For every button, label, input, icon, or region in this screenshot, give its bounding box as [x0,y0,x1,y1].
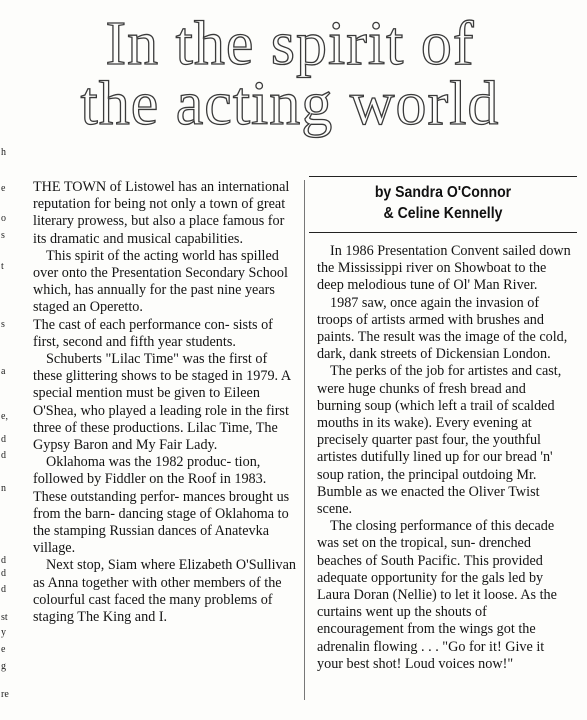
paragraph: Schuberts "Lilac Time" was the first of these glittering shows to be staged in 1979. A special mention must be given to Eileen O'Shea, who played a leading role in the first three of these productions. Lilac Time, The Gypsy Baron and My Fair Lady. [33,351,291,454]
edge-letter: s [1,230,5,241]
edge-letter: o [1,213,6,224]
edge-letter: d [1,584,6,595]
column-divider [304,180,305,700]
paragraph: The closing performance of this decade was set on the tropical, sun- drenched beaches of South Pacific. This provided adequate opportunity for the gals led by Laura Doran (Nellie) to let it loose. As the curtains went up the shouts of encouragement from the wings got the adrenalin flowing . . . "Go for it! Give it your best shot! Loud voices now!" [317,518,557,672]
edge-letter: e [1,644,6,655]
article-headline [70,10,510,138]
paragraph: Next stop, Siam where Elizabeth O'Sullivan as Anna together with other members of the colourful cast faced the many problems of staging The King and I. [33,557,296,626]
paragraph: In 1986 Presentation Convent sailed down the Mississippi river on Showboat to the deep melodious tune of Ol' Man River. [317,243,571,294]
edge-letter: a [1,366,6,377]
paragraph: This spirit of the acting world has spilled over onto the Presentation Secondary School which, has annually for the past nine years staged an Operetto. [33,247,288,316]
byline-bottom-rule [309,232,577,233]
headline-line-2: the acting world [80,70,500,138]
paragraph: The cast of each performance con- sists of first, second and fifth year students. [33,316,273,350]
edge-letter: st [1,612,8,623]
edge-letter: e, [1,411,8,422]
edge-letter: e [1,183,6,194]
byline-author-1: by Sandra O'Connor [374,184,512,201]
edge-letter: h [1,147,6,158]
edge-letter: d [1,450,6,461]
edge-letter: re [1,689,9,700]
paragraph: 1987 saw, once again the invasion of troops of artists armed with brushes and paints. The result was the image of the cold, dark, dank streets of Dickensian London. [317,294,568,363]
headline-line-1: In the spirit of [105,10,475,78]
edge-letter: n [1,483,6,494]
byline-top-rule [309,176,577,177]
edge-letter: y [1,627,6,638]
paragraph: THE TOWN of Listowel has an international reputation for being not only a town of great literary prowess, but also a place famous for its dramatic and musical capabilities. [33,179,290,247]
paragraph: Oklahoma was the 1982 produc- tion, followed by Fiddler on the Roof in 1983. These outstanding perfor- mances brought us from the barn- dancing stage of Oklahoma to the stamping Russian dances of Anatevka village. [33,454,290,557]
edge-letter: t [1,261,4,272]
edge-letter: g [1,661,6,672]
byline [325,182,561,224]
left-column [33,179,298,626]
edge-letter: d [1,568,6,579]
paragraph: The perks of the job for artistes and cast, were huge chunks of fresh bread and burning soup (which left a trail of scalded mouths in its wake). Every evening at precisely quarter past four, the youthful artistes dutifully lined up for our bread 'n' soup ration, the principal outdoing Mr. Bumble as we enacted the Oliver Twist scene. [317,363,562,518]
adjacent-column-edge [0,0,12,720]
edge-letter: d [1,555,6,566]
edge-letter: s [1,319,5,330]
edge-letter: d [1,434,6,445]
right-column [317,243,573,673]
byline-author-2: & Celine Kennelly [383,205,503,222]
